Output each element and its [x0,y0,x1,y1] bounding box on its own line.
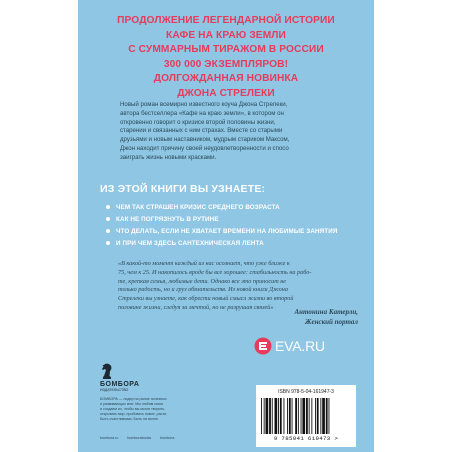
social-website: bombora.ru [100,436,119,440]
quote-line: Стрелеки вы узнаете, как обрести новый смысл жизни во второй [118,295,294,303]
quote-author: Антонина Катерли, [294,308,358,316]
learn-heading: ИЗ ЭТОЙ КНИГИ ВЫ УЗНАЕТЕ: [100,183,266,195]
publisher-logo [100,362,200,392]
bullet-dot-icon [106,217,110,221]
list-item-text: ЧЕМ ТАК СТРАШЕН КРИЗИС СРЕДНЕГО ВОЗРАСТА [116,203,280,211]
list-item-text: И ПРИ ЧЕМ ЗДЕСЬ САНТЕХНИЧЕСКАЯ ЛЕНТА [116,239,264,247]
publisher-description [100,397,230,422]
list-item-text: КАК НЕ ПОГРЯЗНУТЬ В РУТИНЕ [116,215,219,223]
fine-line: и развивающих книг. Мы любим книги [100,402,164,406]
header-line: ДОЛГОЖДАННАЯ НОВИНКА [153,73,299,84]
quote-source: Женский портал [305,317,358,326]
publisher-subtitle: ИЗДАТЕЛЬСТВО [100,388,129,392]
header-line: ПРОДОЛЖЕНИЕ ЛЕГЕНДАРНОЙ ИСТОРИИ [117,15,335,26]
fine-line: открывать мир, пробовать новое, расти. [100,412,168,416]
bullet-dot-icon [106,205,110,209]
intro-line: Джон находит причину своей неудовлетворенности и спосо [120,144,289,152]
social-account: bomborabooks [127,436,152,440]
quote-line: те, крепкая семья, любимые дети. Однако все это приносит не [118,277,287,285]
barcode-number: 9 785041 619473 > [273,435,339,442]
intro-line: заиграть жизнь новыми красками. [120,153,217,161]
bullet-dot-icon [106,229,110,233]
intro-line: откровенно говорит о кризисе второй половины жизни, [120,118,276,126]
intro-paragraph [120,101,342,163]
intro-line: друзьями и новым наставником, мудрым стариком Максом, [120,136,290,144]
intro-line: старении и связанных с ним страхах. Вместе со старыми [120,127,283,135]
intro-line: Новый роман всемирно известного коуча Джона Стрелеки, [120,101,288,108]
quote-line: только радость, но и груз обязательств. Из новой книги Джона [118,286,288,294]
fine-line: Быть счастливыми. Быть на волне. [100,417,159,421]
barcode-area [256,385,356,447]
quote-line: половине жизни, следуя за мечтой, но не разрушая связей» [118,303,274,311]
learn-list [106,201,356,249]
header-line: ДЖОНА СТРЕЛЕКИ [177,87,275,99]
chess-knight-icon [100,362,114,380]
fine-line: БОМБОРА — лидер на рынке полезных [100,397,167,401]
quote-line: 75, чем к 25. И накопилось вроде бы все хорошее: стабильность на рабо- [118,268,312,276]
list-item [106,201,356,213]
quote-attribution [228,308,358,327]
intro-line: автора бестселлера «Кафе на краю земли», в котором он [120,109,284,117]
list-item [106,225,356,237]
header-line: С СУММАРНЫМ ТИРАЖОМ В РОССИИ [128,44,324,55]
list-item [106,213,356,225]
promo-header [78,14,374,101]
list-item [106,237,356,249]
publisher-name: БОМБОРА [100,381,140,388]
barcode-icon [260,398,352,434]
list-item-text: ЧТО ДЕЛАТЬ, ЕСЛИ НЕ ХВАТАЕТ ВРЕМЕНИ НА ЛЮБИМЫЕ ЗАНЯТИЯ [116,227,338,235]
eva-logo [254,336,354,356]
header-line: 300 000 ЭКЗЕМПЛЯРОВ! [163,58,289,70]
social-account: bombora [160,436,175,440]
book-back-cover [78,0,374,452]
bullet-dot-icon [106,241,110,245]
review-quote [118,260,350,313]
quote-line: «В какой-то момент каждый из нас осознает, что уже ближе к [118,260,290,267]
fine-line: и создаем их, чтобы вы могли творить, [100,407,166,411]
eva-logo-text: EVA.RU [275,338,325,354]
isbn-text: ISBN 978-5-04-161947-3 [278,389,334,395]
header-line: КАФЕ НА КРАЮ ЗЕМЛИ [166,29,286,41]
eva-red-circle-icon [254,337,272,355]
